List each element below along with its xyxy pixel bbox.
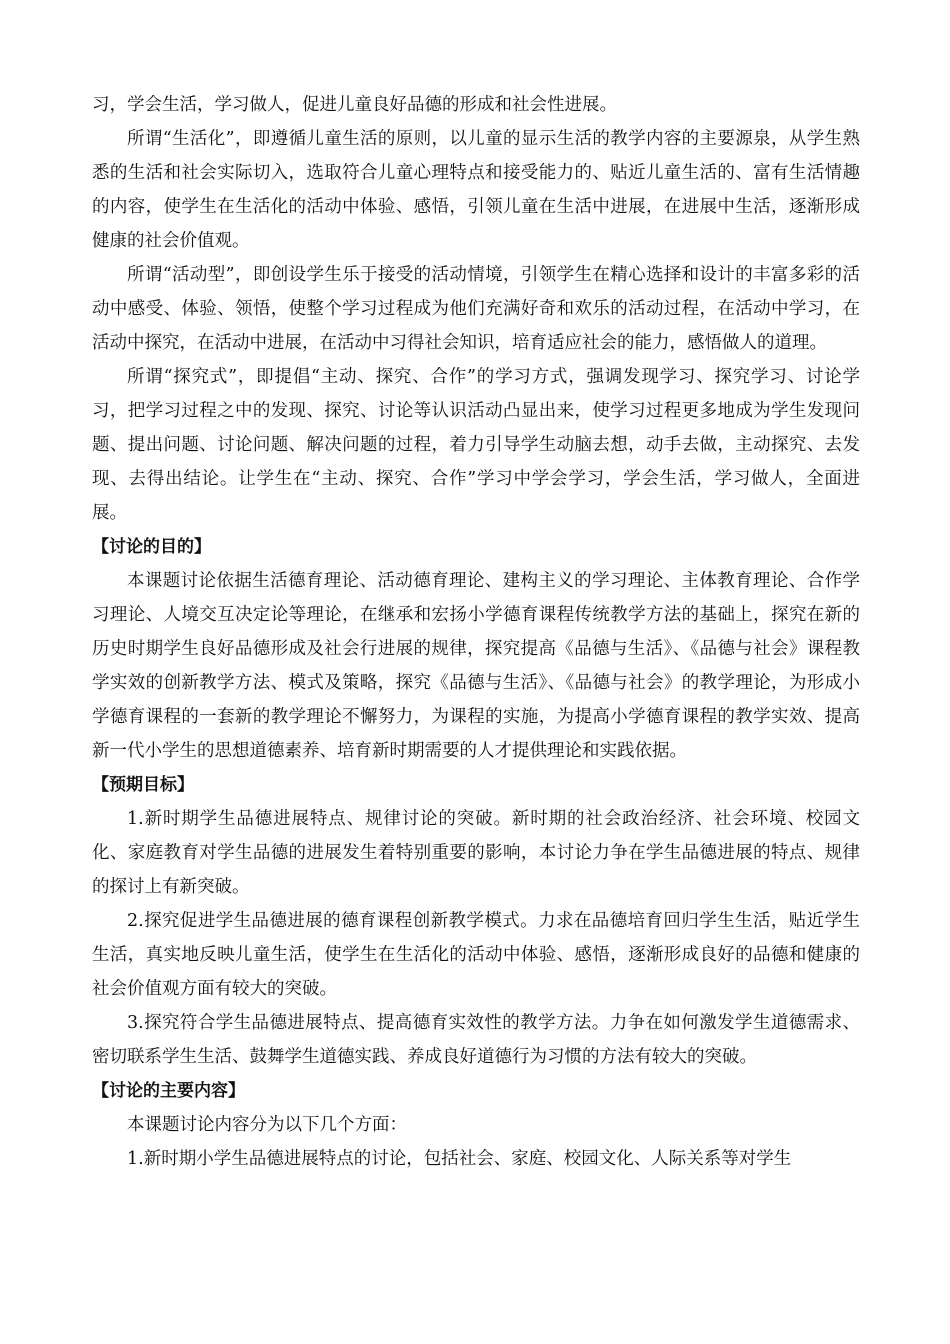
paragraph-goal-3: 3.探究符合学生品德进展特点、提高德育实效性的教学方法。力争在如何激发学生道德需求、密切联系学生生活、鼓舞学生道德实践、养成良好道德行为习惯的方法有较大的突破。 — [92, 1013, 860, 1067]
paragraph-goal-2: 2.探究促进学生品德进展的德育课程创新教学模式。力求在品德培育回归学生生活，贴近学生生活，真实地反映儿童生活，使学生在生活化的活动中体验、感悟，逐渐形成良好的品德和健康的社会价值观方面有较大的突破。 — [92, 911, 860, 999]
paragraph-inquiry-based: 所谓“探究式”，即提倡“主动、探究、合作”的学习方式，强调发现学习、探究学习、讨论学习，把学习过程之中的发现、探究、讨论等认识活动凸显出来，使学习过程更多地成为学生发现问题、提出问题、讨论问题、解决问题的过程，着力引导学生动脑去想，动手去做，主动探究、去发现、去得出结论。让学生在“主动、探究、合作”学习中学会学习，学会生活，学习做人，全面进展。 — [92, 367, 860, 523]
paragraph-activity-based: 所谓“活动型”，即创设学生乐于接受的活动情境，引领学生在精心选择和设计的丰富多彩的活动中感受、体验、领悟，使整个学习过程成为他们充满好奇和欢乐的活动过程，在活动中学习，在活动中探究，在活动中进展，在活动中习得社会知识，培育适应社会的能力，感悟做人的道理。 — [92, 265, 860, 353]
paragraph-goal-1: 1.新时期学生品德进展特点、规律讨论的突破。新时期的社会政治经济、社会环境、校园文化、家庭教育对学生品德的进展发生着特别重要的影响，本讨论力争在学生品德进展的特点、规律的探讨上有新突破。 — [92, 809, 860, 897]
document-page — [92, 88, 860, 1176]
section-heading-main-content: 【讨论的主要内容】 — [92, 1081, 245, 1101]
paragraph-life-oriented: 所谓“生活化”，即遵循儿童生活的原则，以儿童的显示生活的教学内容的主要源泉，从学生熟悉的生活和社会实际切入，选取符合儿童心理特点和接受能力的、贴近儿童生活的、富有生活情趣的内容，使学生在生活化的活动中体验、感悟，引领儿童在生活中进展，在进展中生活，逐渐形成健康的社会价值观。 — [92, 129, 860, 251]
paragraph-intro-continuation: 习，学会生活，学习做人，促进儿童良好品德的形成和社会性进展。 — [92, 95, 617, 115]
paragraph-content-intro: 本课题讨论内容分为以下几个方面： — [127, 1115, 407, 1135]
paragraph-purpose: 本课题讨论依据生活德育理论、活动德育理论、建构主义的学习理论、主体教育理论、合作学习理论、人境交互决定论等理论，在继承和宏扬小学德育课程传统教学方法的基础上，探究在新的历史时期学生良好品德形成及社会行进展的规律，探究提高《品德与生活》、《品德与社会》课程教学实效的创新教学方法、模式及策略，探究《品德与生活》、《品德与社会》的教学理论，为形成小学德育课程的一套新的教学理论不懈努力，为课程的实施，为提高小学德育课程的教学实效、提高新一代小学生的思想道德素养、培育新时期需要的人才提供理论和实践依据。 — [92, 571, 860, 761]
paragraph-content-1: 1.新时期小学生品德进展特点的讨论，包括社会、家庭、校园文化、人际关系等对学生 — [127, 1149, 792, 1169]
section-heading-purpose: 【讨论的目的】 — [92, 537, 211, 557]
section-heading-expected-goals: 【预期目标】 — [92, 775, 194, 795]
